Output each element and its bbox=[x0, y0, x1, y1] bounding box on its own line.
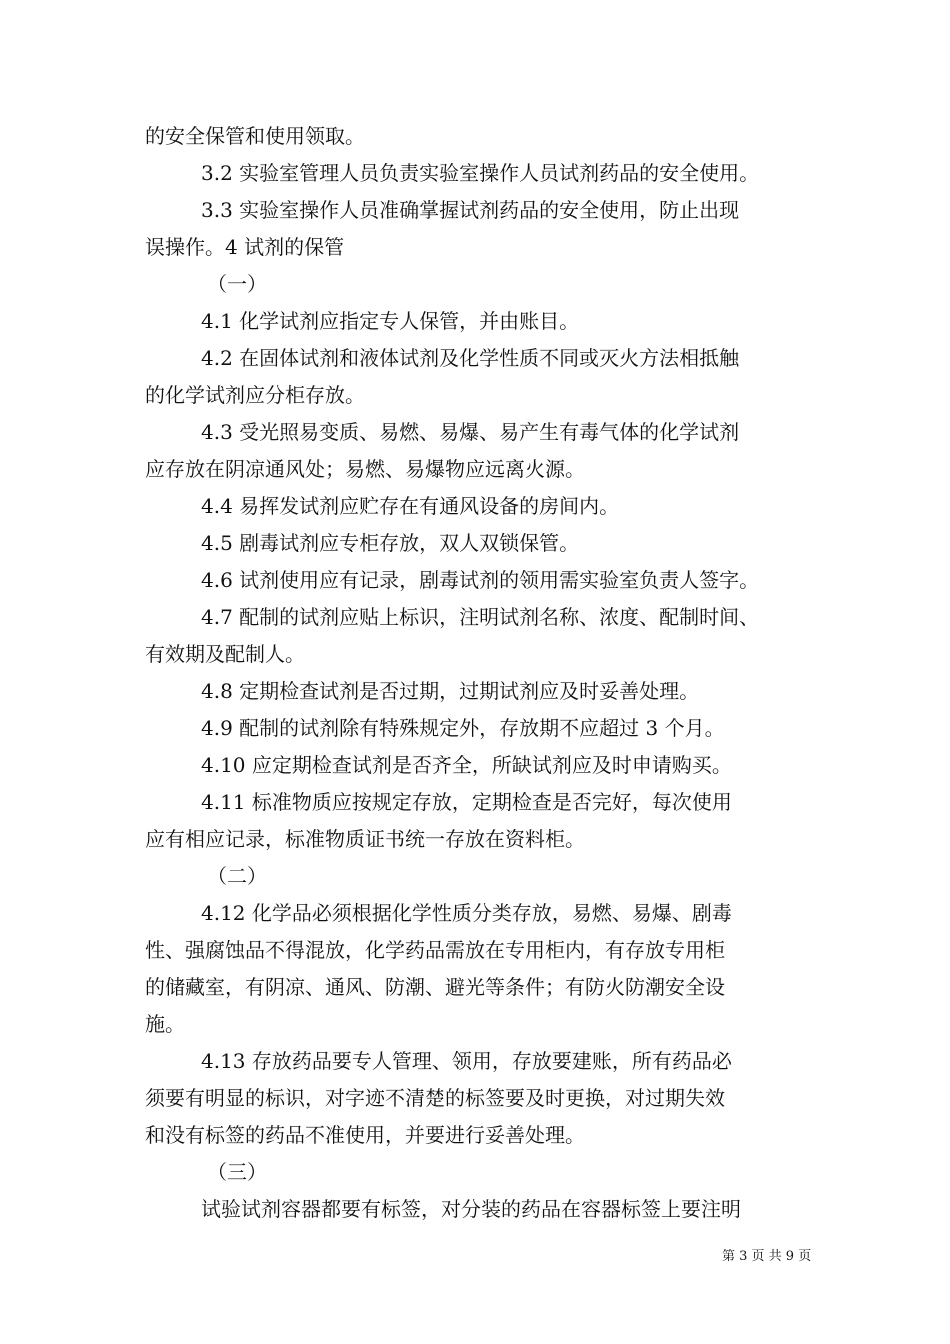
text-line: 有效期及配制人。 bbox=[145, 642, 305, 666]
text-line: 4.5 剧毒试剂应专柜存放，双人双锁保管。 bbox=[201, 531, 580, 555]
text-line: 4.12 化学品必须根据化学性质分类存放，易燃、易爆、剧毒 bbox=[201, 901, 732, 925]
text-line: 4.9 配制的试剂除有特殊规定外，存放期不应超过 3 个月。 bbox=[201, 716, 725, 740]
section-heading: （二） bbox=[207, 864, 267, 888]
text-line: 应有相应记录，标准物质证书统一存放在资料柜。 bbox=[145, 827, 585, 851]
text-line: 应存放在阴凉通风处；易燃、易爆物应远离火源。 bbox=[145, 457, 585, 481]
text-line: 4.1 化学试剂应指定专人保管，并由账目。 bbox=[201, 309, 580, 333]
text-line: 4.3 受光照易变质、易燃、易爆、易产生有毒气体的化学试剂 bbox=[201, 420, 740, 444]
text-line: 4.2 在固体试剂和液体试剂及化学性质不同或灭火方法相抵触 bbox=[201, 346, 740, 370]
text-line: 误操作。4 试剂的保管 bbox=[145, 235, 345, 259]
section-heading: （三） bbox=[207, 1160, 267, 1184]
text-line: 4.4 易挥发试剂应贮存在有通风设备的房间内。 bbox=[201, 494, 620, 518]
text-line: 试验试剂容器都要有标签，对分装的药品在容器标签上要注明 bbox=[201, 1197, 741, 1221]
text-line: 4.11 标准物质应按规定存放，定期检查是否完好，每次使用 bbox=[201, 790, 732, 814]
text-line: 3.2 实验室管理人员负责实验室操作人员试剂药品的安全使用。 bbox=[201, 161, 760, 185]
text-line: 性、强腐蚀品不得混放，化学药品需放在专用柜内，有存放专用柜 bbox=[145, 938, 725, 962]
text-line: 的储藏室，有阴凉、通风、防潮、避光等条件；有防火防潮安全设 bbox=[145, 975, 725, 999]
text-line: 施。 bbox=[145, 1012, 185, 1036]
document-body bbox=[145, 118, 845, 1228]
text-line: 的安全保管和使用领取。 bbox=[145, 124, 365, 148]
text-line: 3.3 实验室操作人员准确掌握试剂药品的安全使用，防止出现 bbox=[201, 198, 740, 222]
section-heading: （一） bbox=[207, 272, 267, 296]
text-line: 4.6 试剂使用应有记录，剧毒试剂的领用需实验室负责人签字。 bbox=[201, 568, 760, 592]
text-line: 4.8 定期检查试剂是否过期，过期试剂应及时妥善处理。 bbox=[201, 679, 700, 703]
page-number: 第 3 页 共 9 页 bbox=[722, 1249, 812, 1264]
text-line: 4.10 应定期检查试剂是否齐全，所缺试剂应及时申请购买。 bbox=[201, 753, 732, 777]
text-line: 和没有标签的药品不准使用，并要进行妥善处理。 bbox=[145, 1123, 585, 1147]
text-line: 的化学试剂应分柜存放。 bbox=[145, 383, 365, 407]
text-line: 4.13 存放药品要专人管理、领用，存放要建账，所有药品必 bbox=[201, 1049, 732, 1073]
text-line: 4.7 配制的试剂应贴上标识，注明试剂名称、浓度、配制时间、 bbox=[201, 605, 760, 629]
text-line: 须要有明显的标识，对字迹不清楚的标签要及时更换，对过期失效 bbox=[145, 1086, 725, 1110]
